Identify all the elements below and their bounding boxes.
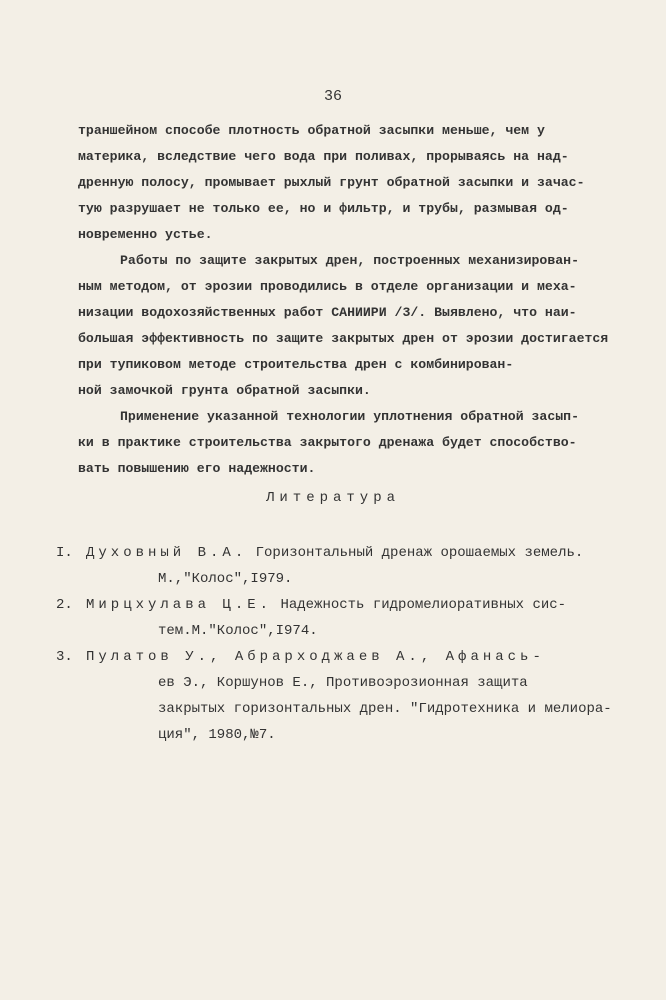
- paragraph-2: [78, 248, 638, 404]
- reference-number: 3.: [56, 649, 73, 665]
- text-line: низации водохозяйственных работ САНИИРИ /3/. Выявлено, что наи-: [78, 305, 577, 320]
- text-line: дренную полосу, промывает рыхлый грунт обратной засыпки и зачас-: [78, 175, 585, 190]
- reference-continuation: закрытых горизонтальных дрен. "Гидротехника и мелиора-: [158, 701, 612, 717]
- literature-heading: Литература: [265, 490, 400, 506]
- reference-item: [56, 644, 656, 748]
- paragraph-3: [78, 404, 638, 482]
- text-line: Работы по защите закрытых дрен, построенных механизирован-: [120, 253, 579, 268]
- reference-number: I.: [56, 545, 73, 561]
- reference-continuation: тем.М."Колос",I974.: [158, 623, 318, 639]
- text-line: ки в практике строительства закрытого дренажа будет способство-: [78, 435, 577, 450]
- page-number: 36: [323, 88, 342, 105]
- reference-number: 2.: [56, 597, 73, 613]
- reference-item: [56, 540, 656, 592]
- reference-continuation: М.,"Колос",I979.: [158, 571, 293, 587]
- reference-list: [56, 540, 656, 748]
- body-text: [78, 118, 638, 482]
- text-line: большая эффективность по защите закрытых дрен от эрозии достигается: [78, 331, 609, 346]
- text-line: новременно устье.: [78, 227, 213, 242]
- text-line: при тупиковом методе строительства дрен с комбинирован-: [78, 357, 514, 372]
- text-line: вать повышению его надежности.: [78, 461, 316, 476]
- text-line: траншейном способе плотность обратной засыпки меньше, чем у: [78, 123, 545, 138]
- reference-title: Горизонтальный дренаж орошаемых земель.: [255, 545, 584, 561]
- text-line: материка, вследствие чего вода при поливах, прорываясь на над-: [78, 149, 569, 164]
- reference-author: Пулатов У., Абрарходжаев А., Афанась-: [86, 649, 545, 665]
- reference-continuation: ев Э., Коршунов Е., Противоэрозионная защита: [158, 675, 528, 691]
- reference-continuation: ция", 1980,№7.: [158, 727, 276, 743]
- reference-item: [56, 592, 656, 644]
- text-line: тую разрушает не только ее, но и фильтр, и трубы, размывая од-: [78, 201, 569, 216]
- paragraph-1: [78, 118, 638, 248]
- reference-author: Мирцхулава Ц.Е.: [86, 597, 273, 613]
- text-line: ным методом, от эрозии проводились в отделе организации и меха-: [78, 279, 577, 294]
- text-line: Применение указанной технологии уплотнения обратной засып-: [120, 409, 579, 424]
- reference-author: Духовный В.А.: [86, 545, 248, 561]
- text-line: ной замочкой грунта обратной засыпки.: [78, 383, 371, 398]
- reference-title: Надежность гидромелиоративных сис-: [280, 597, 567, 613]
